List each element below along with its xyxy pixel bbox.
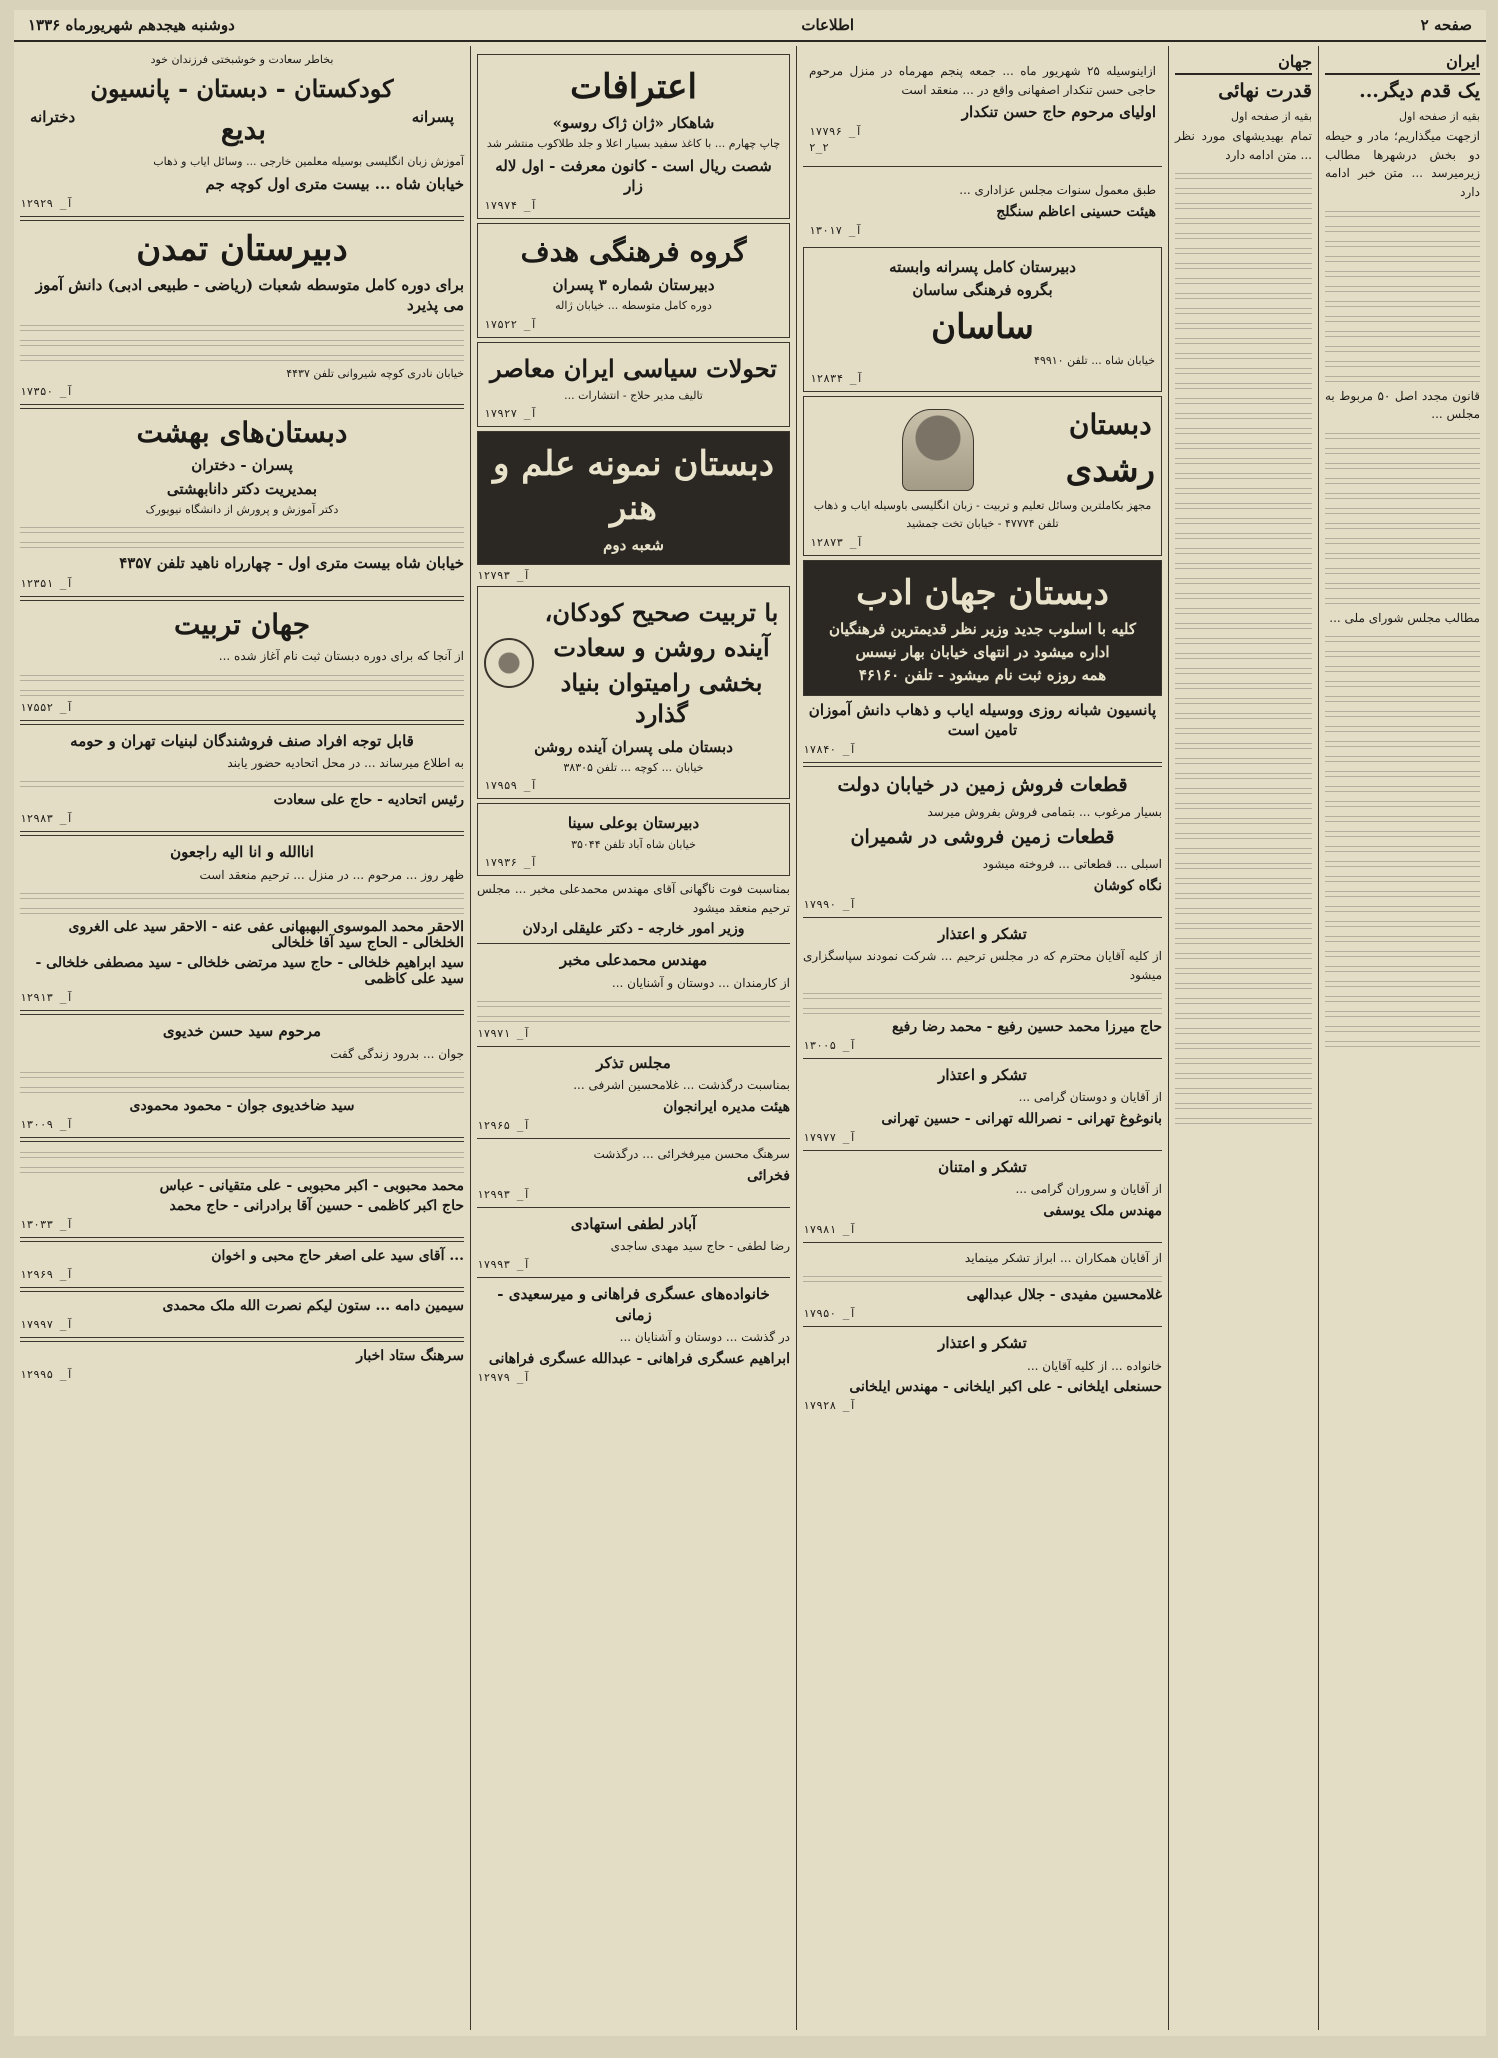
torch-emblem-icon (484, 638, 534, 688)
obituary-signature: سید ضاخدیوی جوان - محمود محمودی (129, 1098, 355, 1115)
family-notice-text: در گذشت ... دوستان و آشنایان ... (619, 1329, 790, 1344)
notice-signature: هیئت حسینی اعاظم سنگلج (996, 204, 1156, 221)
ad-address: تلفن ۴۷۷۷۴ - خیابان تخت جمشید (906, 517, 1059, 531)
continued-note: بقیه از صفحه اول (1231, 109, 1312, 123)
tarbiyat-school-title: جهان تربیت (173, 607, 311, 641)
thanks-title: تشکر و اعتذار (938, 1066, 1027, 1085)
world-headline: قدرت نهائی (1218, 80, 1312, 102)
guild-notice-signature: رئیس اتحادیه - حاج علی سعادت (273, 792, 464, 809)
ad-code: آ_ ۱۳۰۱۷ (809, 224, 862, 238)
condolence-text: ظهر روز ... مرحوم ... در منزل ... ترحیم منعقد است (199, 867, 464, 882)
ad-code: آ_ ۱۷۳۵۰ (20, 385, 73, 399)
ad-text: چاپ چهارم ... با کاغذ سفید بسیار اعلا و جلد طلاکوب منتشر شد (486, 137, 781, 151)
land-sale-text: بسیار مرغوب ... بتمامی فروش بفروش میرسد (927, 804, 1162, 819)
land-sale-title: قطعات فروش زمین در خیابان دولت (837, 774, 1128, 797)
thanks-text: خانواده ... از کلیه آقایان ... (1027, 1358, 1162, 1373)
obituary-signature: وزیر امور خارجه - دکتر علیقلی اردلان (522, 921, 745, 938)
rushdi-school-ad (803, 396, 1162, 556)
ad-code: آ_ ۱۷۹۵۰ (803, 1307, 856, 1321)
ad-subtitle: دبستان ملی پسران آینده روشن (534, 737, 733, 756)
paper-name: اطلاعات (801, 16, 855, 34)
sasan-school-ad (803, 247, 1162, 392)
obituary-text: از کارمندان ... دوستان و آشنایان ... (611, 975, 790, 990)
iran-headline: یک قدم دیگر... (1359, 80, 1480, 102)
thanks-signature: مهندس ملک یوسفی (1043, 1202, 1162, 1219)
ad-text: خیابان شاه آباد تلفن ۳۵۰۴۴ (571, 837, 696, 851)
guild-notice-title: قابل توجه افراد صنف فروشندگان لبنیات تهران و حومه (70, 731, 414, 750)
mourning-notice (803, 54, 1162, 160)
ad-code: آ_ ۱۷۹۷۱ (477, 1027, 530, 1041)
ad-line: بخشی رامیتوان بنیاد گذارد (560, 668, 763, 729)
ad-code: آ_ ۱۷۹۷۷ (803, 1130, 856, 1144)
ad-address: خیابان شاه ... تلفن ۴۹۹۱۰ (1034, 353, 1155, 367)
ad-text: تالیف مدیر حلاج - انتشارات ... (564, 388, 703, 402)
column-notices-c (14, 46, 470, 2030)
ad-code: آ_ ۱۳۰۰۵ (803, 1039, 856, 1053)
memorial-text: بمناسبت درگذشت ... غلامحسین اشرفی ... (573, 1078, 790, 1093)
ad-intro: بخاطر سعادت و خوشبختی فرزندان خود (150, 53, 334, 66)
ad-code: آ_ ۱۲۸۳۴ (810, 372, 863, 386)
obituary-text: جوان ... بدرود زندگی گفت (330, 1046, 464, 1061)
notice-family: اولیای مرحوم حاج حسن تنکدار (961, 103, 1156, 122)
column-world (1168, 46, 1318, 2030)
thanks-text: از آقایان و دوستان گرامی ... (1018, 1090, 1162, 1105)
ad-code: آ_ ۱۲۹۸۳ (20, 812, 73, 826)
sina-school-ad (477, 803, 790, 876)
column-notices-a (796, 46, 1168, 2030)
memorial-title: مجلس تذکر (596, 1054, 671, 1073)
ad-code: آ_ ۱۷۸۴۰ (803, 743, 856, 757)
girls-label: دخترانه (30, 107, 76, 126)
thanks-signature: غلامحسین مفیدی - جلال عبدالهی (966, 1287, 1162, 1304)
ad-code: آ_ ۱۲۳۵۱ (20, 576, 73, 590)
thanks-signature: بانوغوغ تهرانی - نصرالله تهرانی - حسین تهرانی (881, 1110, 1162, 1127)
ad-title: گروه فرهنگی هدف (520, 235, 747, 269)
notice-text: ازاینوسیله ۲۵ شهریور ماه ... جمعه پنجم مهرماه در منزل مرحوم حاجی حسن تنکدار اصفهانی واقع در ... منعقد است (809, 64, 1156, 97)
ad-address: خیابان شاه بیست متری اول - چهارراه ناهید تلفن ۴۳۵۷ (119, 554, 464, 573)
ad-title: تحولات سیاسی ایران معاصر (490, 353, 777, 383)
ad-code: ۲_۲ (809, 141, 829, 155)
ad-code: آ_ ۱۷۵۵۲ (20, 700, 73, 714)
ad-code: آ_ ۱۲۸۷۳ (810, 535, 863, 549)
ad-text: از آنجا که برای دوره دبستان ثبت نام آغاز شده ... (218, 649, 464, 664)
ad-code: آ_ ۱۲۹۶۹ (20, 1268, 73, 1282)
ad-line: اداره میشود در انتهای خیابان بهار نیسس (855, 643, 1110, 662)
ad-code: آ_ ۱۲۹۶۵ (477, 1119, 530, 1133)
ad-title: اعترافات (570, 67, 697, 107)
thanks-signature: حسنعلی ایلخانی - علی اکبر ایلخانی - مهندس ایلخانی (849, 1379, 1162, 1396)
ad-code: آ_ ۱۷۹۹۷ (20, 1318, 73, 1332)
ad-subtitle: بگروه فرهنگی ساسان (912, 281, 1053, 300)
ad-line: همه روزه ثبت نام میشود - تلفن ۴۶۱۶۰ (858, 666, 1107, 685)
continued-note: بقیه از صفحه اول (1399, 109, 1480, 123)
obituary-text: بمناسبت فوت ناگهانی آقای مهندس محمدعلی مخبر ... مجلس ترحیم منعقد میشود (477, 882, 790, 915)
tamaddon-school-title: دبیرستان تمدن (136, 228, 348, 269)
condolence-signatures: الاحقر محمد الموسوی البهبهانی عفی عنه - الاحقر سید علی الغروی الخلخالی - الحاج سید آقا خلخالی (68, 919, 464, 952)
page-number: صفحه ۲ (1420, 16, 1472, 34)
world-paragraph: تمام بهیدیشهای مورد نظر ... متن ادامه دارد (1175, 129, 1312, 162)
column-notices-b (470, 46, 796, 2030)
ad-text: برای دوره کامل متوسطه شعبات (ریاضی - طبیعی ادبی) دانش آموز می پذیرد (35, 276, 464, 315)
ad-code: آ_ ۱۷۵۲۲ (484, 317, 537, 331)
ad-code: آ_ ۱۲۹۱۳ (20, 991, 73, 1005)
thanks-title: تشکر و امتنان (938, 1157, 1027, 1176)
school-name: رشدی (1065, 449, 1155, 490)
thanks-title: تشکر و اعتذار (938, 1334, 1027, 1353)
religious-notice (803, 173, 1162, 243)
ad-footer: پانسیون شبانه روزی ووسیله ایاب و ذهاب دانش آموزان تامین است (808, 700, 1157, 739)
memorial-text: رضا لطفی - حاج سید مهدی ساجدی (610, 1238, 790, 1253)
obituary-title: مهندس محمدعلی مخبر (559, 951, 708, 970)
obituary-signature: فخرائی (747, 1167, 790, 1184)
hadaf-school-ad (477, 223, 790, 337)
kudakan-school-ad (477, 586, 790, 800)
ad-title: با تربیت صحیح کودکان، (544, 597, 779, 627)
ad-price: شصت ریال است - کانون معرفت - اول لاله زار (495, 156, 772, 196)
ad-code: آ_ ۱۷۹۲۸ (803, 1399, 856, 1413)
ad-title: دبستان نمونه علم و هنر (493, 444, 774, 529)
notice-text: طبق معمول سنوات مجلس عزاداری ... (959, 183, 1156, 198)
ad-title: دبستان (1068, 408, 1152, 442)
land-sale-signature: نگاه کوشان (1093, 877, 1162, 894)
obituary-title: مرحوم سید حسن خدیوی (162, 1022, 322, 1041)
family-signatures-2: حاج اکبر کاظمی - حسین آقا برادرانی - حاج محمد (169, 1198, 464, 1215)
boys-label: پسرانه (411, 107, 454, 126)
ad-code: آ_ ۱۲۹۹۳ (477, 1187, 530, 1201)
ad-code: آ_ ۱۷۹۵۹ (484, 779, 537, 793)
ad-line: کلیه با اسلوب جدید وزیر نظر قدیمترین فرهنگیان (828, 619, 1136, 638)
land-sale-title-2: قطعات زمین فروشی در شمیران (850, 826, 1115, 849)
elm-honar-school-ad (477, 431, 790, 565)
ad-code: آ_ ۱۷۷۹۶ (809, 125, 862, 139)
thanks-text: از کلیه آقایان محترم که در مجلس ترحیم ... شرکت نمودند سپاسگزاری میشود (803, 948, 1162, 982)
family-signatures-3: ... آقای سید علی اصغر حاج محبی و اخوان (211, 1248, 464, 1265)
final-signature: سرهنگ ستاد اخبار (356, 1348, 464, 1365)
iran-paragraph: ازجهت میگذاریم؛ مادر و حیطه دو بخش درشهرها مطالب زیرمیرسد ... متن خبر ادامه دارد (1325, 129, 1480, 199)
ad-subtitle: پسران - دختران (191, 456, 293, 475)
ad-text: دوره کامل متوسطه ... خیابان ژاله (555, 299, 712, 313)
family-signatures-4: سیمین دامه ... ستون لیکم نصرت الله ملک محمدی (162, 1298, 464, 1315)
ad-manager: بمدیریت دکتر دانابهشتی (166, 479, 318, 498)
ad-subtitle: شاهکار «ژان ژاک روسو» (552, 114, 715, 133)
thanks-title: تشکر و اعتذار (938, 924, 1027, 943)
iran-paragraph-3: مطالب مجلس شورای ملی ... (1329, 610, 1480, 625)
ad-address: خیابان ... کوچه ... تلفن ۳۸۳۰۵ (563, 760, 704, 774)
ad-address: خیابان نادری کوچه شیروانی تلفن ۴۴۳۷ (286, 366, 464, 380)
memorial-signature: هیئت مدیره ایرانجوان (663, 1099, 790, 1116)
thanks-signature: حاج میرزا محمد حسین رفیع - محمد رضا رفیع (891, 1019, 1162, 1036)
portrait-image (902, 409, 974, 491)
ad-code: آ_ ۱۷۹۷۴ (484, 199, 537, 213)
iran-paragraph-2: قانون مجدد اصل ۵۰ مربوط به مجلس ... (1325, 388, 1480, 422)
condolence-signatures-2: سید ابراهیم خلخالی - حاج سید مرتضی خلخالی - سید مصطفی خلخالی - سید علی کاظمی (35, 955, 464, 988)
behesht-school-title: دبستان‌های بهشت (136, 416, 348, 450)
guild-notice-text: به اطلاع میرساند ... در محل اتحادیه حضور یابند (227, 755, 464, 770)
section-title-world: جهان (1175, 50, 1312, 75)
ad-code: آ_ ۱۲۷۹۳ (477, 568, 530, 582)
ad-text: آموزش زبان انگلیسی بوسیله معلمین خارجی ... وسائل ایاب و ذهاب (153, 155, 464, 169)
family-notice-title: خانواده‌های عسگری فراهانی و میرسعیدی - زمانی (497, 1285, 770, 1324)
ad-code: آ_ ۱۲۹۲۹ (20, 196, 73, 210)
confessions-book-ad (477, 54, 790, 219)
newspaper-page (14, 10, 1486, 2036)
section-title-iran: ایران (1325, 50, 1480, 75)
badi-title-row (20, 108, 464, 152)
thanks-text: از آقایان و سروران گرامی ... (1015, 1182, 1162, 1197)
ad-title: دبیرستان بوعلی سینا (567, 814, 700, 833)
ad-code: آ_ ۱۷۹۳۶ (484, 856, 537, 870)
school-name: بدیع (220, 112, 267, 146)
family-notice-signature: ابراهیم عسگری فراهانی - عبدالله عسگری فراهانی (488, 1350, 790, 1367)
ad-code: آ_ ۱۲۹۷۹ (477, 1370, 530, 1384)
ad-code: آ_ ۱۷۹۹۳ (477, 1258, 530, 1272)
ad-title: کودکستان - دبستان - پانسیون (90, 73, 394, 103)
ad-text: مجهز بکاملترین وسائل تعلیم و تربیت - زبان انگلیسی باوسیله ایاب و ذهاب (813, 498, 1152, 512)
obituary-text: سرهنگ محسن میرفخرائی ... درگذشت (593, 1147, 790, 1162)
page-header (14, 10, 1486, 42)
ad-address: خیابان شاه ... بیست متری اول کوچه جم (205, 174, 464, 193)
column-iran (1318, 46, 1486, 2030)
ad-subtitle: دبیرستان شماره ۳ پسران (552, 275, 715, 294)
ad-title: دبستان جهان ادب (856, 572, 1109, 613)
ad-text: دکتر آموزش و پرورش از دانشگاه نیویورک (145, 502, 339, 516)
thanks-text: از آقایان همکاران ... ابراز تشکر مینماید (964, 1250, 1162, 1265)
jahan-adab-ad (803, 560, 1162, 696)
ad-code: آ_ ۱۷۹۹۰ (803, 897, 856, 911)
ad-code: آ_ ۱۷۹۲۷ (484, 407, 537, 421)
issue-date: دوشنبه هیجدهم شهریورماه ۱۳۳۶ (28, 16, 235, 34)
ad-title: دبیرستان کامل پسرانه وابسته (889, 258, 1076, 277)
ad-code: آ_ ۱۳۰۳۳ (20, 1218, 73, 1232)
memorial-title: آبادر لطفی استهادی (570, 1214, 697, 1233)
politics-book-ad (477, 342, 790, 428)
ad-code: آ_ ۱۲۹۹۵ (20, 1368, 73, 1382)
school-name: ساسان (931, 306, 1034, 347)
ad-code: آ_ ۱۳۰۰۹ (20, 1118, 73, 1132)
ad-code: آ_ ۱۷۹۸۱ (803, 1222, 856, 1236)
condolence-title: اناالله و انا الیه راجعون (170, 843, 314, 862)
ad-subtitle: شعبه دوم (603, 535, 664, 554)
family-signatures: محمد محبوبی - اکبر محبوبی - علی متقیانی - عباس (159, 1178, 464, 1195)
land-sale-text-2: اسبلی ... قطعاتی ... فروخته میشود (982, 857, 1162, 872)
ad-line: آینده روشن و سعادت (553, 633, 770, 663)
